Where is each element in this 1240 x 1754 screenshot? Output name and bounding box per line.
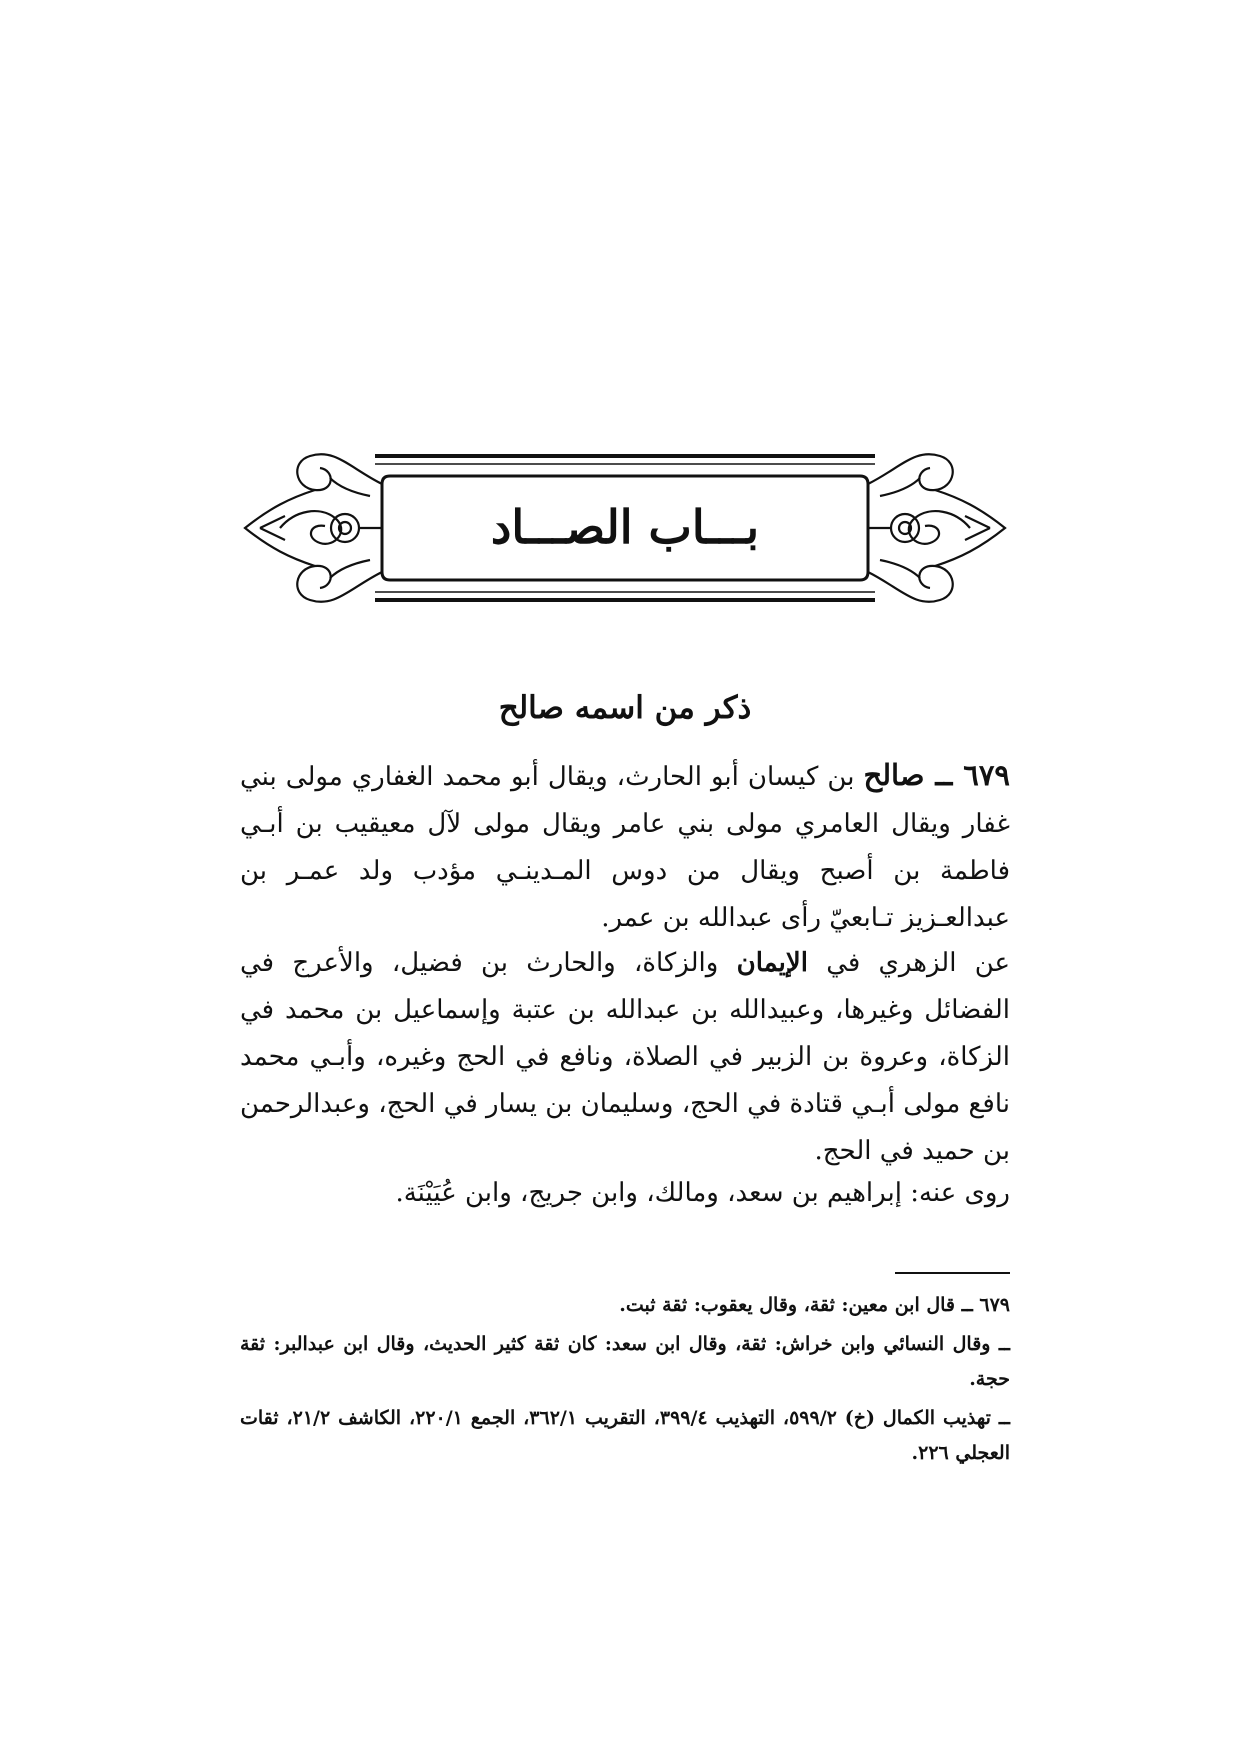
footnote-divider [895,1272,1010,1274]
chapter-title: بـــاب الصـــاد [490,500,760,554]
entry-number: ٦٧٩ [963,758,1010,792]
entry-paragraph [240,752,1010,942]
entry-intro: بن كيسان أبو الحارث، ويقال أبو محمد الغفاري مولى بني غفار ويقال العامري مولى بني عامر ويقال مولى لآل معيقيب بن أبـي فاطمة بن أصبح ويقال من دوس المـدينـي مؤدب ولد عمـر بن عبدالعـزيز تـابعيّ رأى عبدالله بن عمر. [240,762,1010,933]
footnote-line: ــ تهذيب الكمال (خ) ٥٩٩/٢، التهذيب ٣٩٩/٤، التقريب ٣٦٢/١، الجمع ٢٢٠/١، الكاشف ٢١/٢، ثقات العجلي ٢٢٦. [240,1407,1010,1464]
students-paragraph: روى عنه: إبراهيم بن سعد، ومالك، وابن جريج، وابن عُيَيْنَة. [395,1178,1010,1208]
footnote-line: ٦٧٩ ــ قال ابن معين: ثقة، وقال يعقوب: ثقة ثبت. [619,1294,1010,1316]
footnotes [240,1288,1010,1475]
entry-dash: ــ [924,758,964,792]
teachers-paragraph [240,940,1010,1175]
footnote-line: ــ وقال النسائي وابن خراش: ثقة، وقال ابن سعد: كان ثقة كثير الحديث، وقال ابن عبدالبر: ثقة حجة. [240,1333,1010,1390]
teachers-bold-word: الإيمان [736,948,808,978]
chapter-banner [240,448,1010,608]
section-title: ذكر من اسمه صالح [498,690,752,726]
entry-name: صالح [863,758,925,792]
teachers-text-2: والزكاة، والحارث بن فضيل، والأعرج في الفضائل وغيرها، وعبيدالله بن عبدالله بن عتبة وإسماعيل بن محمد في الزكاة، وعروة بن الزبير في الصلاة، ونافع في الحج وغيره، وأبـي محمد نافع مولى أبـي قتادة في الحج، وسليمان بن يسار في الحج، وعبدالرحمن بن حميد في الحج. [240,948,1010,1166]
teachers-text-1: عن الزهري في [807,948,1010,978]
